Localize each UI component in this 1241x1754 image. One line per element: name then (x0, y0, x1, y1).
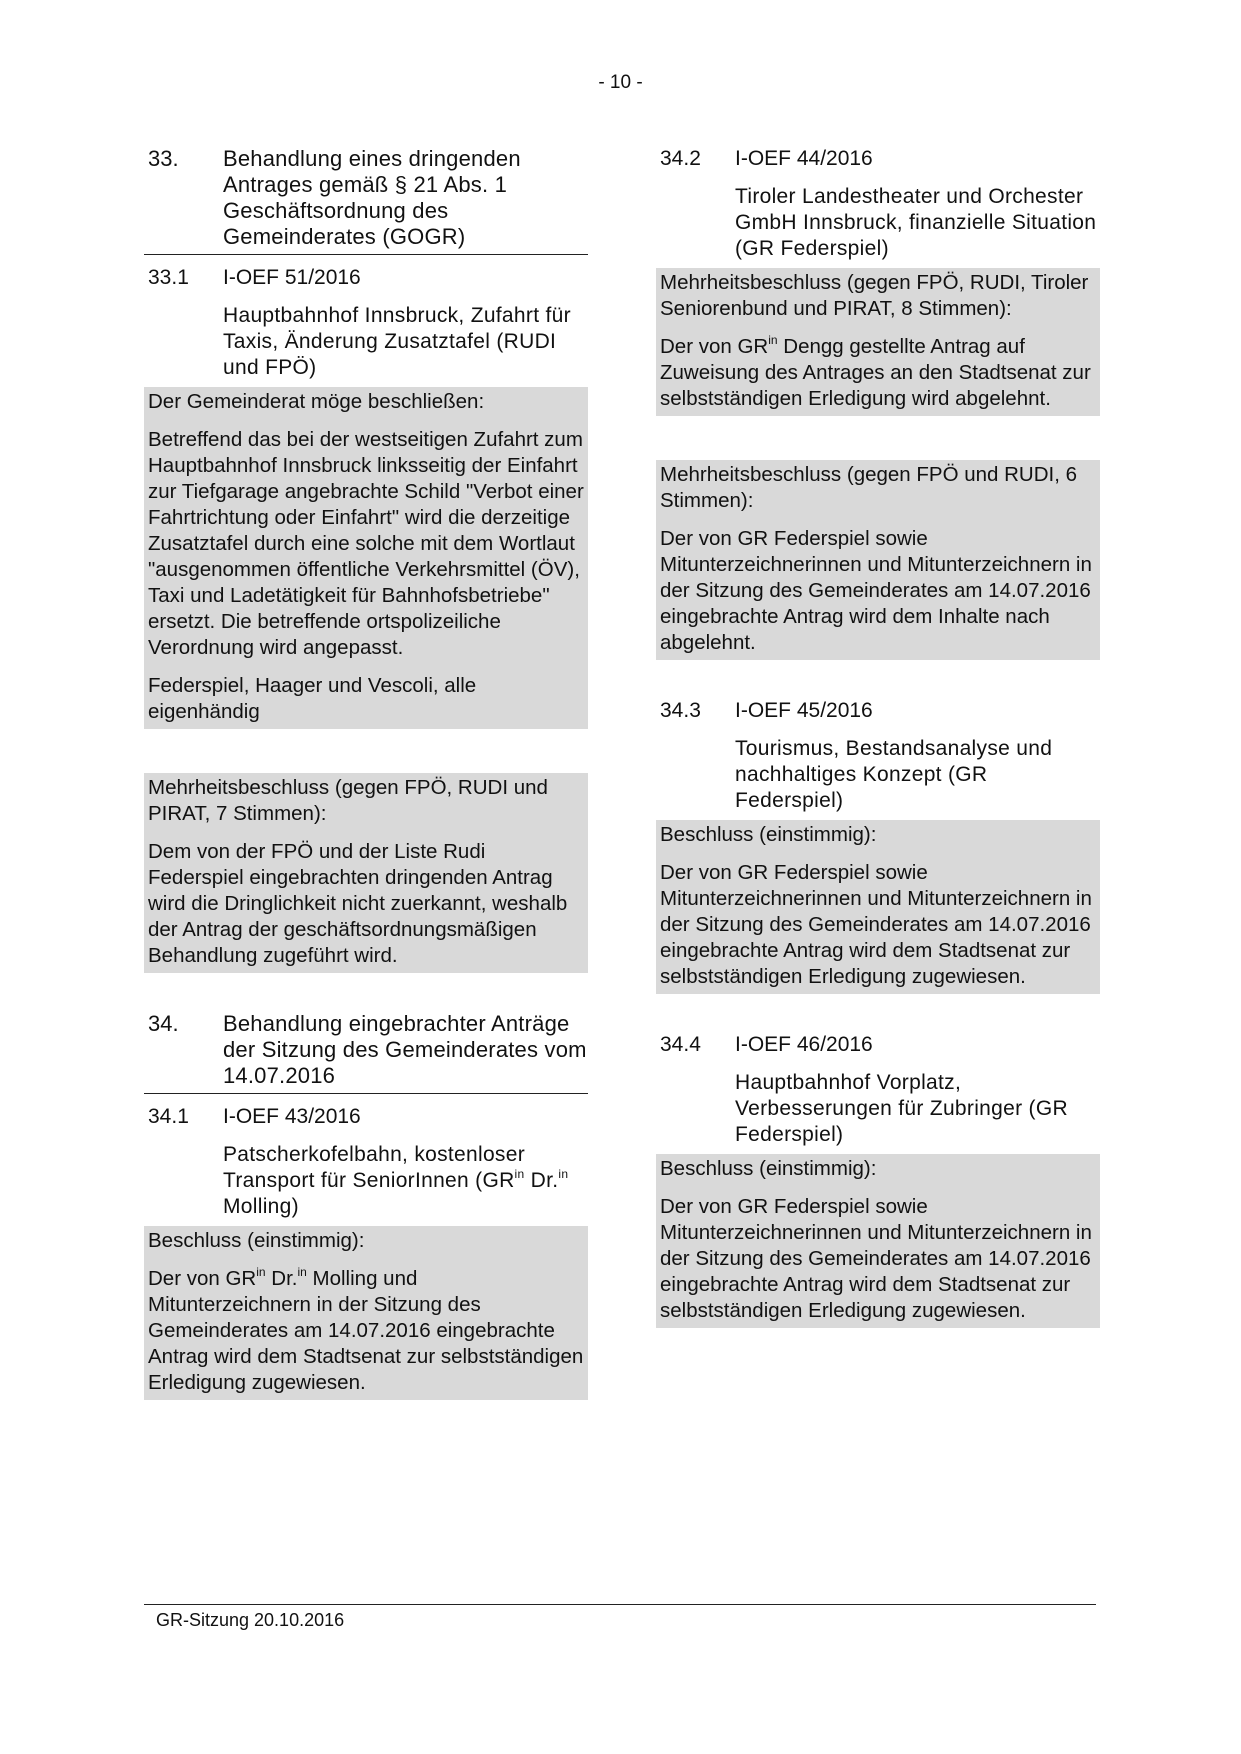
item-number: 34.4 (660, 1033, 701, 1056)
resolution-text: Dem von der FPÖ und der Liste Rudi Federspiel eingebrachten dringenden Antrag wird die Dringlichkeit nicht zuerkannt, weshalb der Antrag der geschäftsordnungsmäßigen Behandlung zugeführt wird. (148, 840, 568, 967)
item-title: Hauptbahnhof Vorplatz, Verbesserungen für Zubringer (GR Federspiel) (735, 1071, 1068, 1146)
resolution-box (656, 820, 1100, 994)
item-number: 34.3 (660, 699, 701, 722)
item-title: Hauptbahnhof Innsbruck, Zufahrt für Taxis, Änderung Zusatztafel (RUDI und FPÖ) (223, 304, 571, 379)
footer-divider (144, 1604, 1096, 1605)
motion-text: Betreffend das bei der westseitigen Zufahrt zum Hauptbahnhof Innsbruck linksseitig der Einfahrt zur Tiefgarage angebrachte Schild "Verbot einer Fahrtrichtung oder Einfahrt" wird die derzeitige Zusatztafel durch eine solche mit dem Wortlaut "ausgenommen öffentliche Verkehrsmittel (ÖV), Taxi und Ladetätigkeit für Bahnhofsbetriebe" ersetzt. Die betreffende ortspolizeiliche Verordnung wird angepasst. (148, 428, 584, 659)
resolution-heading: Beschluss (einstimmig): (660, 823, 877, 846)
item-title: Tiroler Landestheater und Orchester GmbH Innsbruck, finanzielle Situation (GR Federspiel) (735, 185, 1097, 260)
resolution-box (144, 773, 588, 973)
motion-box (144, 387, 588, 729)
section-title: Behandlung eines dringenden Antrages gemäß § 21 Abs. 1 Geschäftsordnung des Gemeinderates (GOGR) (223, 146, 521, 249)
item-number: 33.1 (148, 266, 189, 289)
item-reference: I-OEF 44/2016 (735, 147, 873, 170)
resolution-text: Der von GR Federspiel sowie Mitunterzeichnerinnen und Mitunterzeichnern in der Sitzung des Gemeinderates am 14.07.2016 eingebrachte Antrag wird dem Stadtsenat zur selbstständigen Erledigung zugewiesen. (660, 861, 1092, 988)
resolution-box (656, 460, 1100, 660)
resolution-heading: Beschluss (einstimmig): (148, 1229, 365, 1252)
resolution-heading: Beschluss (einstimmig): (660, 1157, 877, 1180)
item-reference: I-OEF 43/2016 (223, 1105, 361, 1128)
section-33-heading (144, 146, 588, 255)
section-number: 33. (148, 146, 179, 171)
item-34-4 (656, 1032, 1100, 1328)
resolution-heading: Mehrheitsbeschluss (gegen FPÖ, RUDI und PIRAT, 7 Stimmen): (148, 776, 548, 825)
item-reference: I-OEF 46/2016 (735, 1033, 873, 1056)
resolution-text: Der von $GR^{in}$ Dengg gestellte Antrag auf Zuweisung des Antrages an den Stadtsenat zur selbstständigen Erledigung wird abgelehnt. (660, 333, 1091, 410)
section-number: 34. (148, 1011, 179, 1036)
item-number: 34.2 (660, 147, 701, 170)
section-34-heading (144, 1011, 588, 1094)
resolution-text: Der von GR Federspiel sowie Mitunterzeichnerinnen und Mitunterzeichnern in der Sitzung des Gemeinderates am 14.07.2016 eingebrachte Antrag wird dem Stadtsenat zur selbstständigen Erledigung zugewiesen. (660, 1195, 1092, 1322)
page-number: - 10 - (598, 72, 643, 93)
motion-signatories: Federspiel, Haager und Vescoli, alle eigenhändig (148, 674, 477, 723)
item-reference: I-OEF 51/2016 (223, 266, 361, 289)
item-33-1 (144, 265, 588, 973)
item-34-3 (656, 698, 1100, 994)
motion-heading: Der Gemeinderat möge beschließen: (148, 390, 485, 413)
item-number: 34.1 (148, 1105, 189, 1128)
section-title: Behandlung eingebrachter Anträge der Sitzung des Gemeinderates vom 14.07.2016 (223, 1011, 587, 1088)
footer-text: GR-Sitzung 20.10.2016 (156, 1610, 345, 1630)
resolution-heading: Mehrheitsbeschluss (gegen FPÖ, RUDI, Tiroler Seniorenbund und PIRAT, 8 Stimmen): (660, 271, 1089, 320)
item-title: Patscherkofelbahn, kostenloser Transport für SeniorInnen ($GR^{in}$ Dr.$^{in}$ Molling) (223, 1143, 569, 1218)
item-title: Tourismus, Bestandsanalyse und nachhaltiges Konzept (GR Federspiel) (735, 737, 1053, 812)
resolution-text: Der von $GR^{in}$ Dr.$^{in}$ Molling und Mitunterzeichnern in der Sitzung des Gemeinderates am 14.07.2016 eingebrachte Antrag wird dem Stadtsenat zur selbstständigen Erledigung zugewiesen. (148, 1265, 584, 1394)
resolution-box (656, 268, 1100, 416)
item-34-1 (144, 1104, 588, 1400)
item-34-2 (656, 146, 1100, 660)
left-column (144, 146, 588, 1400)
resolution-box (144, 1226, 588, 1400)
resolution-heading: Mehrheitsbeschluss (gegen FPÖ und RUDI, 6 Stimmen): (660, 463, 1078, 512)
right-column (656, 146, 1100, 1328)
resolution-box (656, 1154, 1100, 1328)
item-reference: I-OEF 45/2016 (735, 699, 873, 722)
resolution-text: Der von GR Federspiel sowie Mitunterzeichnerinnen und Mitunterzeichnern in der Sitzung des Gemeinderates am 14.07.2016 eingebrachte Antrag wird dem Inhalte nach abgelehnt. (660, 527, 1092, 654)
